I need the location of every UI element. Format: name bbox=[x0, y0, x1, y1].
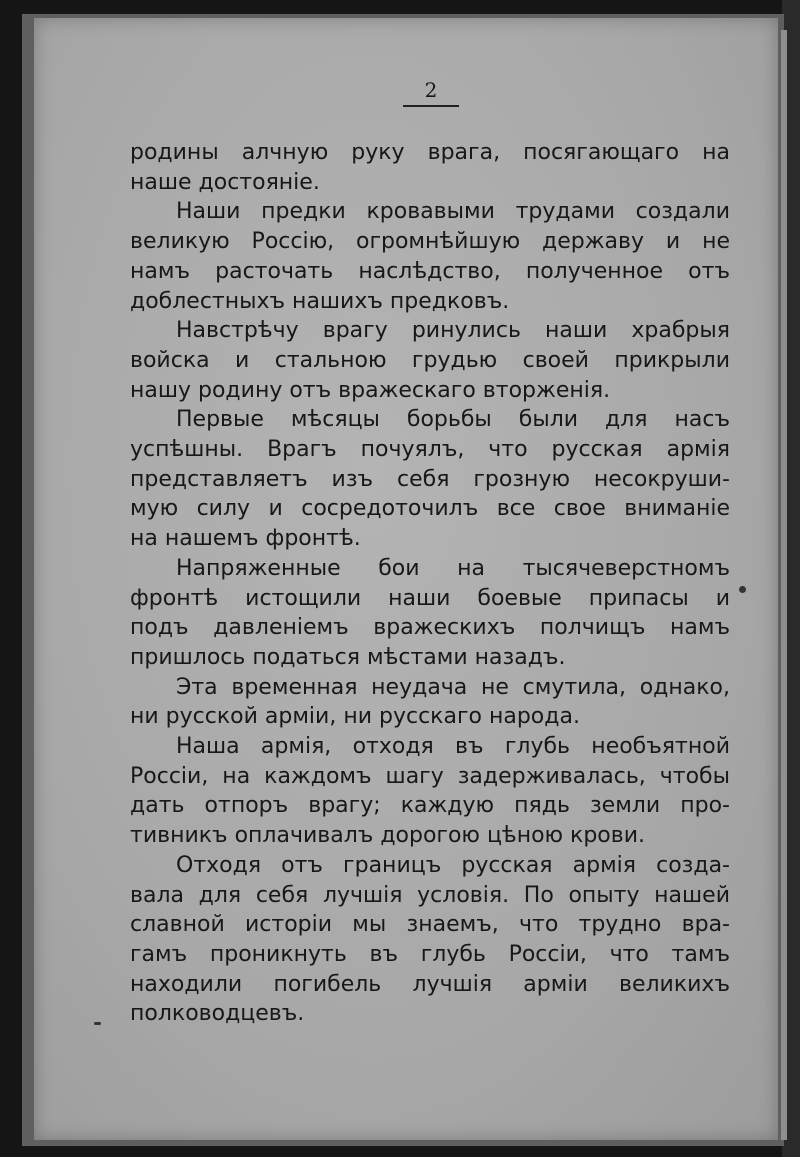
text-line: фронтѣ истощили наши боевые припасы и bbox=[130, 585, 730, 611]
text-line: находили погибель лучшія арміи великихъ bbox=[130, 971, 730, 997]
text-line: Первые мѣсяцы борьбы были для насъ bbox=[176, 407, 730, 433]
page-number-rule bbox=[403, 105, 459, 107]
text-line: доблестныхъ нашихъ предковъ. bbox=[130, 288, 510, 314]
page-number: 2 bbox=[424, 78, 438, 102]
text-line: намъ расточать наслѣдство, полученное отъ bbox=[130, 258, 730, 284]
text-line: пришлось податься мѣстами назадъ. bbox=[130, 644, 566, 670]
text-line: полководцевъ. bbox=[130, 1001, 305, 1027]
text-line: наше достояніе. bbox=[130, 169, 320, 195]
text-line: нашу родину отъ вражескаго вторженія. bbox=[130, 377, 611, 403]
text-line: мую силу и сосредоточилъ все свое вниманіе bbox=[130, 496, 730, 522]
text-line: представляетъ изъ себя грозную несокруши- bbox=[130, 466, 730, 492]
text-line: Отходя отъ границъ русская армія созда- bbox=[176, 852, 730, 878]
text-line: подъ давленіемъ вражескихъ полчищъ намъ bbox=[130, 615, 730, 641]
body-text bbox=[130, 138, 730, 1029]
text-line: тивникъ оплачивалъ дорогою цѣною крови. bbox=[130, 823, 646, 849]
text-line: славной исторіи мы знаемъ, что трудно вра- bbox=[130, 912, 730, 938]
text-line: родины алчную руку врага, посягающаго на bbox=[130, 140, 730, 165]
text-line: великую Россію, огромнѣйшую державу и не bbox=[130, 229, 730, 255]
text-line: на нашемъ фронтѣ. bbox=[130, 526, 361, 552]
text-line: Эта временная неудача не смутила, однако, bbox=[176, 674, 730, 700]
text-line: успѣшны. Врагъ почуялъ, что русская армія bbox=[130, 437, 730, 463]
print-speck bbox=[94, 1022, 101, 1025]
text-line: дать отпоръ врагу; каждую пядь земли про- bbox=[130, 793, 730, 819]
page-edge-strip bbox=[781, 30, 787, 1140]
print-speck bbox=[739, 586, 746, 593]
text-line: вала для себя лучшія условія. По опыту нашей bbox=[130, 882, 730, 908]
text-line: Наши предки кровавыми трудами создали bbox=[176, 199, 730, 225]
text-line: гамъ проникнуть въ глубь Россіи, что тамъ bbox=[130, 941, 730, 967]
text-line: Навстрѣчу врагу ринулись наши храбрыя bbox=[176, 318, 730, 344]
text-line: Наша армія, отходя въ глубь необъятной bbox=[176, 734, 730, 760]
text-line: войска и стальною грудью своей прикрыли bbox=[130, 347, 730, 373]
text-line: Напряженные бои на тысячеверстномъ bbox=[176, 555, 730, 581]
text-line: ни русской арміи, ни русскаго народа. bbox=[130, 704, 580, 730]
text-line: Россіи, на каждомъ шагу задерживалась, чтобы bbox=[130, 763, 730, 789]
